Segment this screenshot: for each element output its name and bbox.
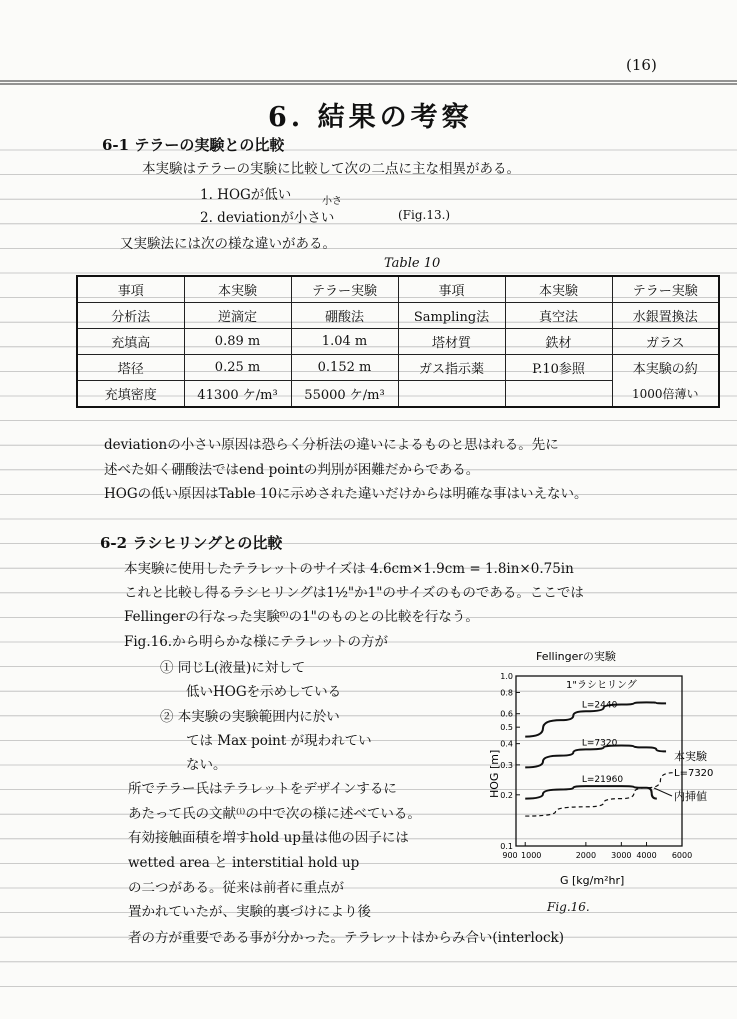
comparison-table: [76, 275, 720, 408]
section1-intro: 本実験はテラーの実験に比較して次の二点に主な相異がある。: [142, 161, 520, 177]
s2-line: 本実験に使用したテラレットのサイズは 4.6cm×1.9cm = 1.8in×0.75in: [124, 561, 574, 577]
table-cell: 1000倍薄い: [612, 381, 719, 408]
table-cell: [398, 381, 505, 408]
page-title: 6. 結果の考察: [268, 102, 473, 133]
series-line: [525, 746, 666, 768]
s2-line: の二つがある。従来は前者に重点が: [128, 880, 344, 896]
table-cell: 本実験の約: [612, 355, 719, 381]
annotation-experiment-L: L=7320: [674, 768, 714, 779]
table-row: [77, 381, 719, 408]
table-cell: ガラス: [612, 329, 719, 355]
y-tick-label: 0.1: [500, 842, 513, 851]
series-label: L=7320: [581, 738, 618, 749]
series-label: L=2440: [581, 700, 618, 711]
section-heading-6-2: 6-2 ラシヒリングとの比較: [100, 534, 283, 552]
table-cell: 充填密度: [77, 381, 184, 408]
s2-line: Fig.16.から明らかな様にテラレットの方が: [124, 634, 388, 650]
x-tick-label: 1000: [521, 851, 542, 860]
s2-line: 所でテラー氏はテラレットをデザインするに: [128, 781, 397, 797]
x-tick-label: 3000: [611, 851, 632, 860]
s2-line: これと比較し得るラシヒリングは1½"か1"のサイズのものである。ここでは: [124, 585, 584, 601]
section1-method-note: 又実験法には次の様な違いがある。: [120, 236, 336, 252]
section1-point2-annotation: 小さ: [322, 196, 342, 207]
table-cell: 分析法: [77, 303, 184, 329]
y-tick-label: 0.5: [500, 723, 513, 733]
section1-point2-ref: (Fig.13.): [398, 208, 451, 222]
table-cell: P.10参照: [505, 355, 612, 381]
section1-point1: 1. HOGが低い: [200, 187, 292, 203]
series-label: L=21960: [581, 775, 624, 786]
s2-line: 者の方が重要である事が分かった。テラレットはからみ合い(interlock): [128, 930, 564, 946]
table-cell: 鉄材: [505, 329, 612, 355]
s2-line: 低いHOGを示めしている: [186, 684, 342, 700]
s2-line: 有効接触面積を増すhold up量は他の因子には: [128, 830, 409, 846]
table-cell: 水銀置換法: [612, 303, 719, 329]
table-row: [77, 303, 719, 329]
y-tick-label: 1.0: [500, 672, 513, 681]
y-tick-label: 0.3: [500, 760, 513, 770]
x-tick-label: 6000: [671, 851, 693, 860]
table-cell: [505, 381, 612, 408]
table-row: [77, 329, 719, 355]
annotation-interpolated: 内挿値: [674, 790, 707, 803]
y-tick-label: 0.6: [500, 709, 513, 719]
table-cell: 硼酸法: [291, 303, 398, 329]
table-cell: 事項: [77, 276, 184, 303]
x-tick-label: 4000: [636, 851, 657, 860]
table-cell: 0.152 m: [291, 355, 398, 381]
s2-line: あたって氏の文献⁽ⁱ⁾の中で次の様に述べている。: [128, 806, 421, 822]
table-row: [77, 276, 719, 303]
table-cell: 事項: [398, 276, 505, 303]
s2-line: ない。: [186, 757, 227, 773]
s2-line: Fellingerの行なった実験⁶⁾の1"のものとの比較を行なう。: [124, 609, 479, 625]
table-cell: テラー実験: [612, 276, 719, 303]
y-tick-label: 0.8: [500, 688, 513, 698]
figure-caption: Fig.16.: [547, 900, 590, 914]
x-axis-label: G [kg/m²hr]: [560, 874, 625, 887]
table-cell: 0.25 m: [184, 355, 291, 381]
table-cell: 55000 ケ/m³: [291, 381, 398, 408]
page-number: (16): [626, 56, 657, 74]
table-cell: テラー実験: [291, 276, 398, 303]
table-cell: 本実験: [505, 276, 612, 303]
annotation-experiment: 本実験: [674, 750, 707, 763]
para1-line1: deviationの小さい原因は恐らく分析法の違いによるものと思はれる。先に: [104, 437, 559, 453]
para1-line3: HOGの低い原因はTable 10に示めされた違いだけからは明確な事はいえない。: [104, 486, 588, 502]
y-tick-label: 0.2: [500, 790, 513, 800]
s2-line: ては Max point が現われてい: [186, 733, 372, 749]
x-tick-label: 2000: [575, 851, 597, 860]
chart-title: Fellingerの実験: [536, 650, 616, 663]
table-cell: Sampling法: [398, 303, 505, 329]
fig16-chart: [490, 648, 715, 898]
annotation-raschig: 1"ラシヒリング: [566, 680, 637, 691]
table-cell: ガス指示薬: [398, 355, 505, 381]
table-cell: 塔径: [77, 355, 184, 381]
table-cell: 逆滴定: [184, 303, 291, 329]
table-cell: 充填高: [77, 329, 184, 355]
s2-line: ② 本実験の実験範囲内に於い: [160, 709, 340, 725]
section-heading-6-1: 6-1 テラーの実験との比較: [102, 136, 285, 154]
table-cell: 0.89 m: [184, 329, 291, 355]
section1-point2: 2. deviationが小さい: [200, 210, 335, 226]
x-tick-label: 900: [502, 851, 518, 860]
series-line: [525, 786, 657, 798]
table-cell: 真空法: [505, 303, 612, 329]
annotation-arrow: [654, 788, 672, 796]
table-cell: 1.04 m: [291, 329, 398, 355]
y-tick-label: 0.4: [500, 739, 513, 749]
table-cell: 塔材質: [398, 329, 505, 355]
s2-line: ① 同じL(液量)に対して: [160, 660, 306, 676]
table-cell: 41300 ケ/m³: [184, 381, 291, 408]
table-row: [77, 355, 719, 381]
table-caption: Table 10: [384, 256, 441, 271]
s2-line: 置かれていたが、実験的裏づけにより後: [128, 904, 371, 920]
para1-line2: 述べた如く硼酸法ではend pointの判別が困難だからである。: [104, 462, 480, 478]
y-axis-label: HOG [m]: [488, 749, 501, 798]
s2-line: wetted area と interstitial hold up: [128, 855, 360, 871]
table-cell: 本実験: [184, 276, 291, 303]
